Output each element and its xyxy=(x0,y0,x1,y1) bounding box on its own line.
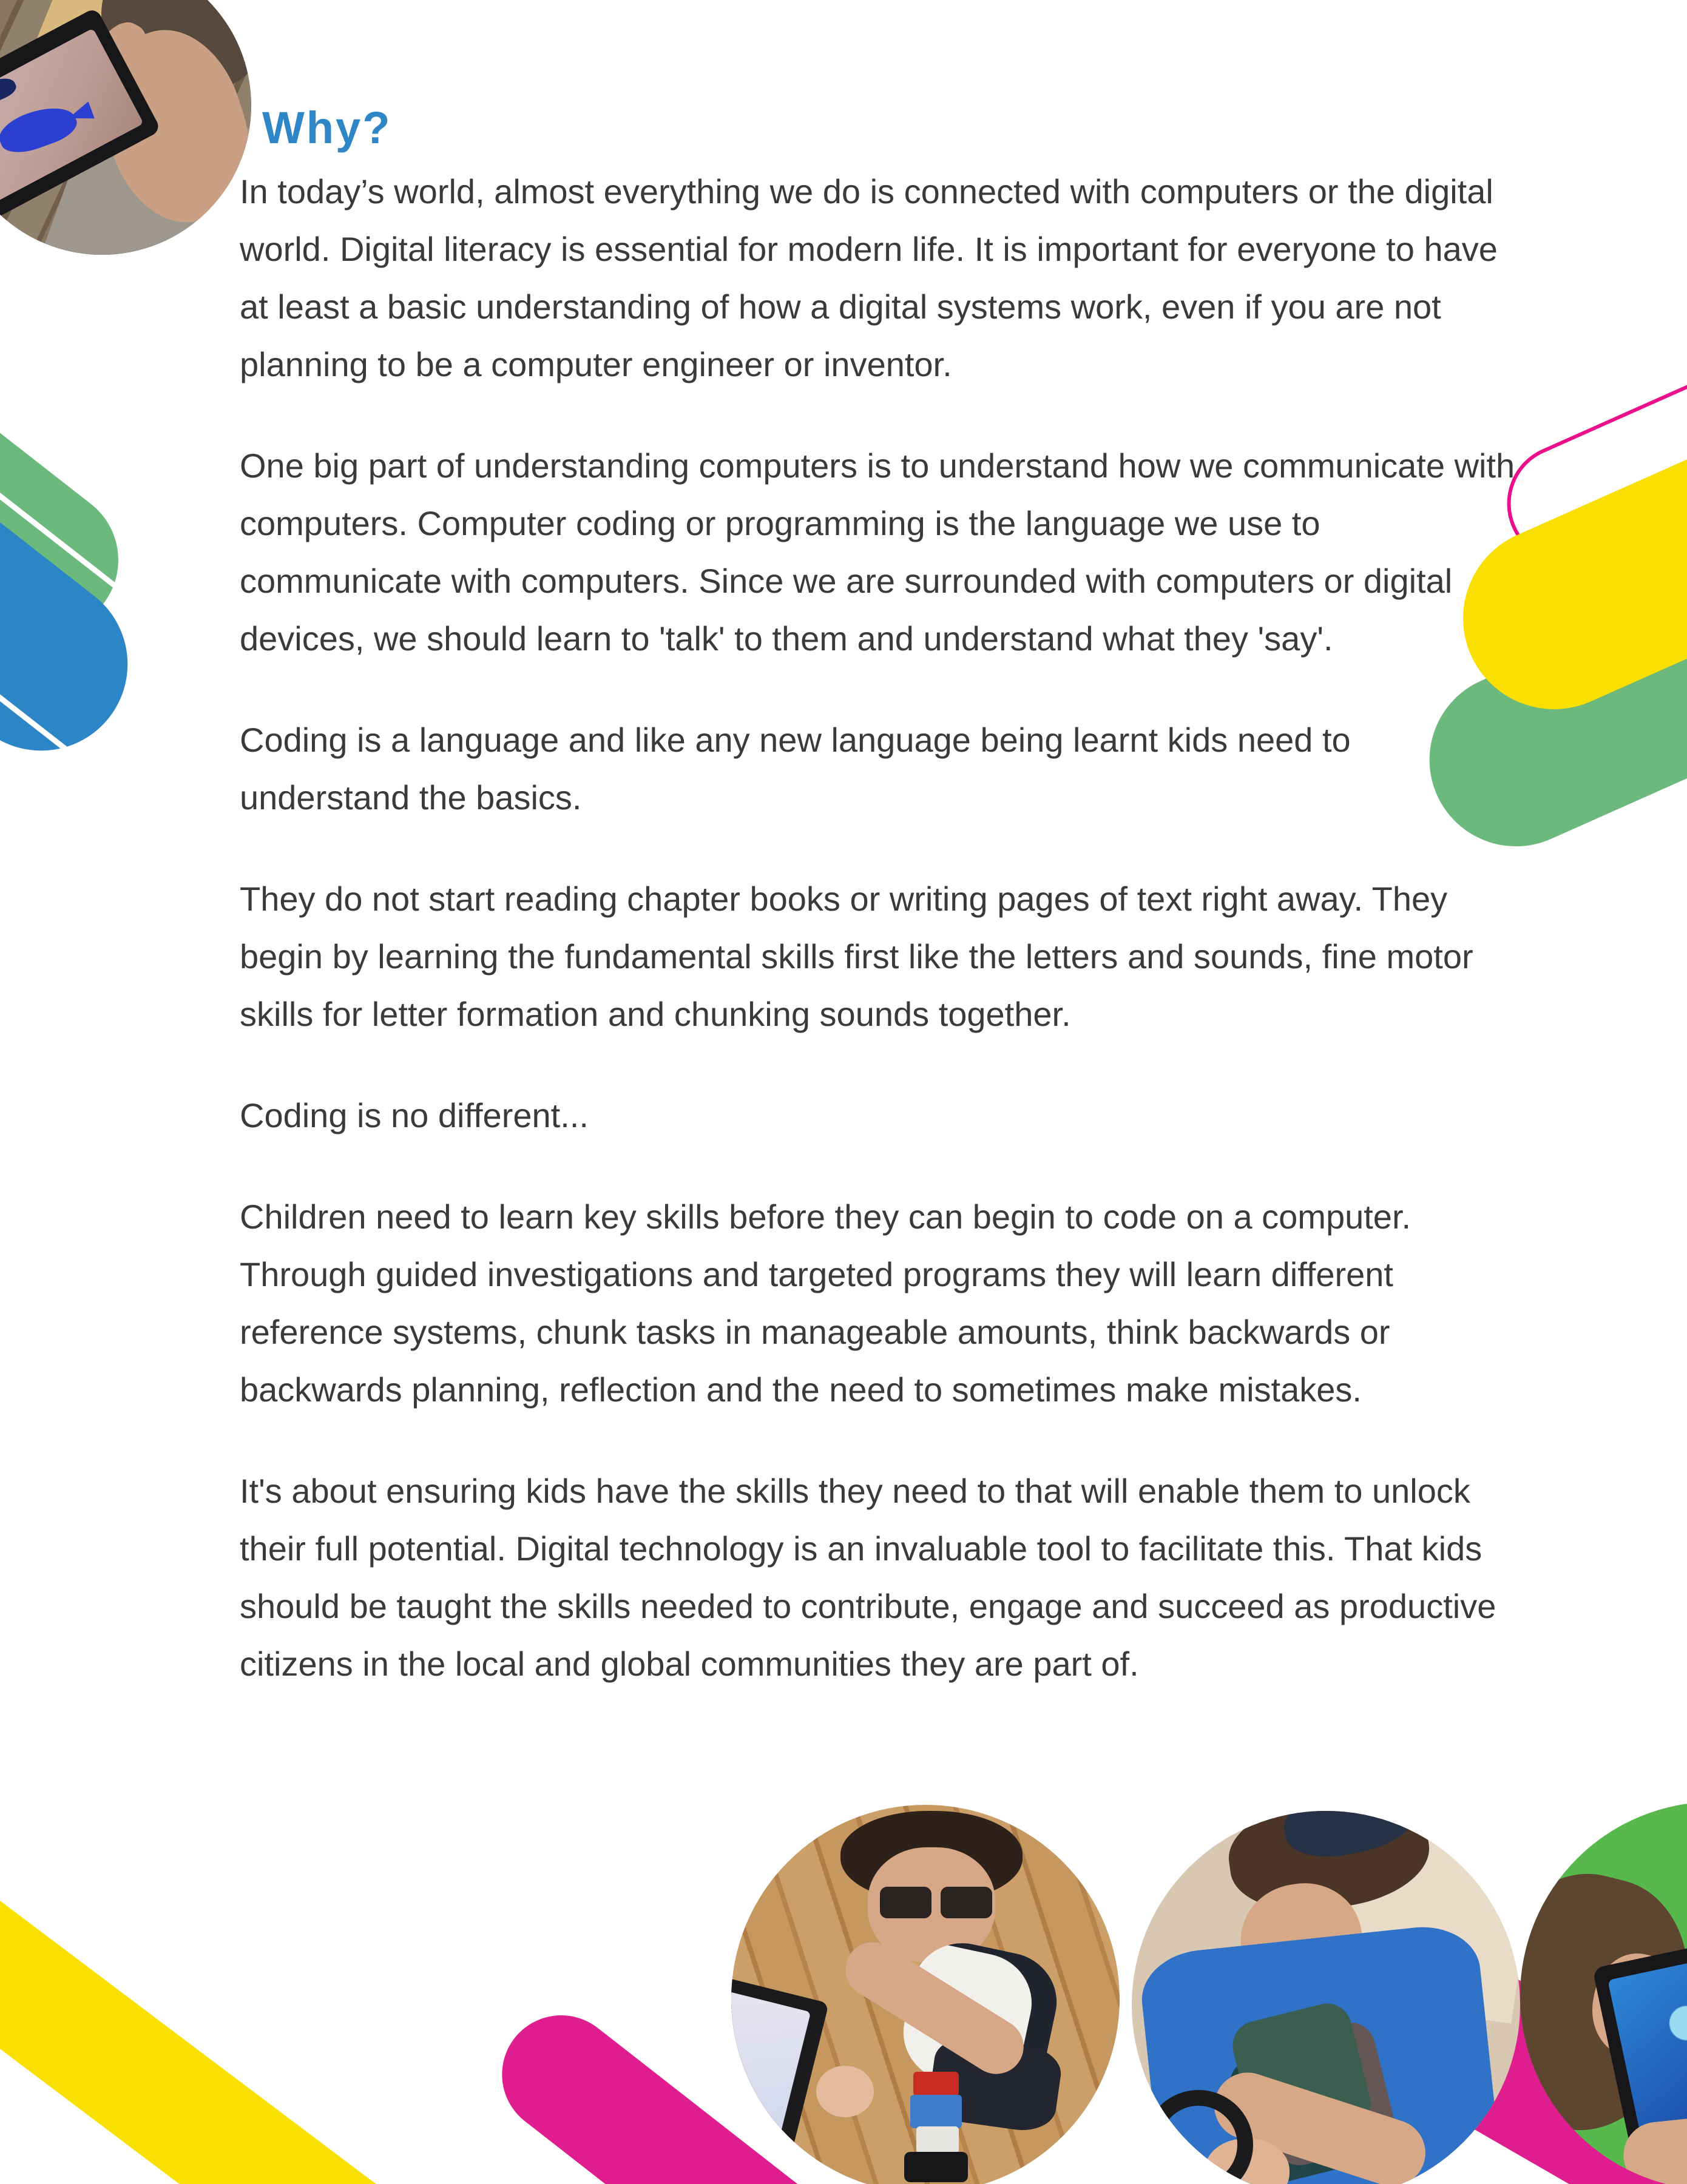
photo-blue-shirt-kid xyxy=(1132,1811,1520,2184)
paragraph-communicate: One big part of understanding computers is to understand how we communicate with computers. Computer coding or programming is the language we use to communicate with computers. Since we are surrounded with computers or digital devices, we should learn to 'talk' to them and understand what they 'say'. xyxy=(240,447,1515,658)
lego-red-brick xyxy=(913,2072,959,2096)
paragraph-fundamental-skills: They do not start reading chapter books or writing pages of text right away. They begin by learning the fundamental skills first like the letters and sounds, fine motor skills for letter formation and chunking sounds together. xyxy=(240,880,1473,1033)
page-title: Why? xyxy=(262,102,392,153)
paragraph-no-different: Coding is no different... xyxy=(240,1096,589,1134)
glasses-left-lens xyxy=(880,1887,931,1918)
lego-white-brick xyxy=(916,2126,959,2154)
glasses-right-lens xyxy=(941,1887,992,1918)
paragraph-full-potential: It's about ensuring kids have the skills they need to that will enable them to unlock their full potential. Digital technology is an invaluable tool to facilitate this. That kids should be taught the skills needed to contribute, engage and succeed as productive citizens in the local and global communities they are part of. xyxy=(240,1472,1496,1683)
paragraph-digital-literacy: In today’s world, almost everything we do is connected with computers or the digital world. Digital literacy is essential for modern life. It is important for everyone to have at least a basic understanding of how a digital systems work, even if you are not planning to be a computer engineer or inventor. xyxy=(240,172,1498,383)
lego-tread-base xyxy=(904,2152,968,2182)
lego-blue-brick xyxy=(910,2095,962,2128)
yellow-stripe-bottom xyxy=(0,1823,624,2184)
photo-child-tablet-whale xyxy=(0,0,251,255)
paragraph-key-skills: Children need to learn key skills before they can begin to code on a computer. Through guided investigations and targeted programs they will learn different reference systems, chunk tasks in manageable amounts, think backwards or backwards planning, reflection and the need to sometimes make mistakes. xyxy=(240,1198,1411,1409)
article-body xyxy=(240,163,1526,1736)
child-fist xyxy=(816,2066,874,2117)
paragraph-coding-language: Coding is a language and like any new language being learnt kids need to understand the basics. xyxy=(240,721,1351,817)
photo-lego-robot-kid xyxy=(731,1805,1120,2184)
